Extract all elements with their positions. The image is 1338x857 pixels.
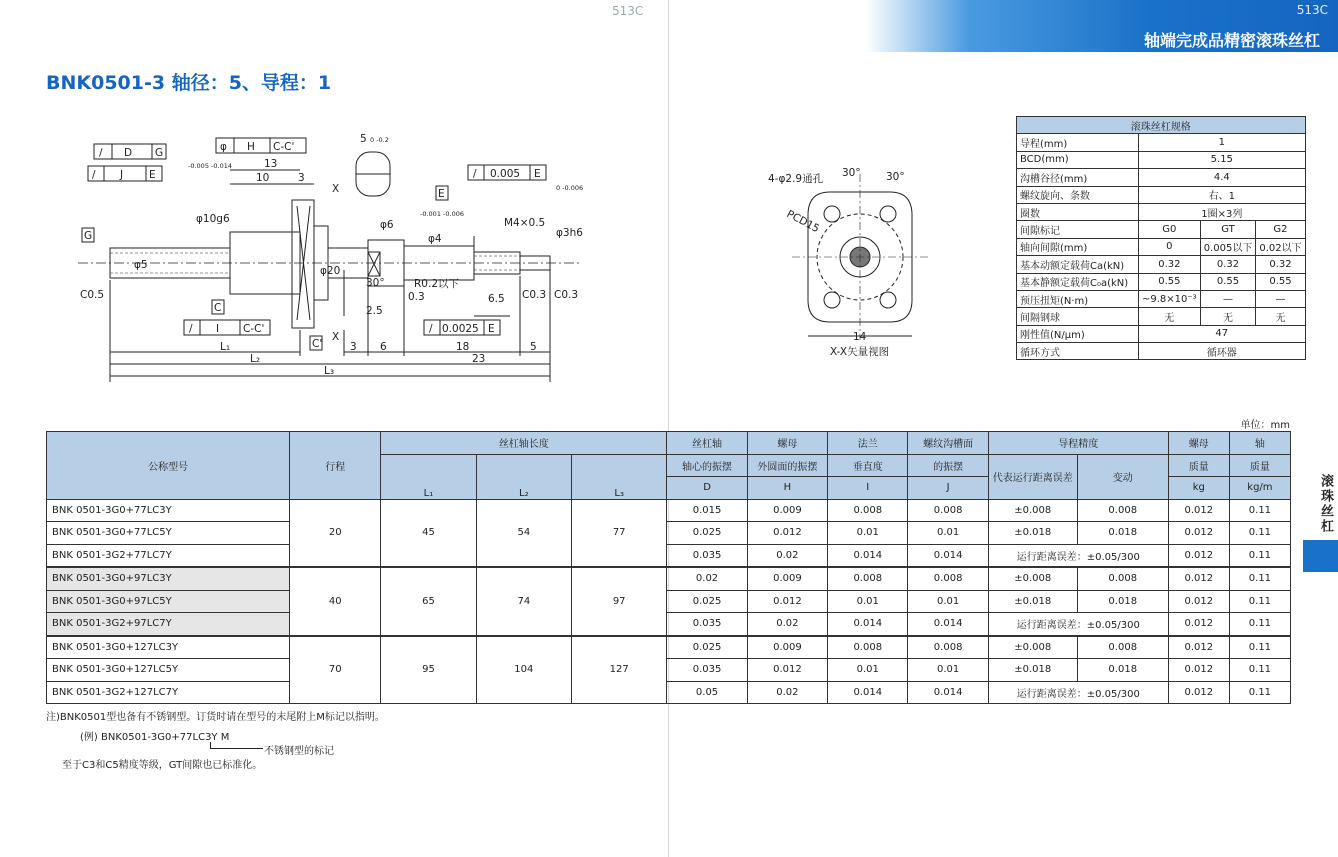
- gdt-g1: G: [155, 147, 164, 159]
- table-row: 螺纹旋向、条数 右、1: [1017, 186, 1306, 203]
- svg-text:/: /: [189, 323, 193, 335]
- dim-b6: 6: [380, 341, 387, 353]
- table-row: BNK 0501-3G0+97LC3Y 40 65 74 97 0.02 0.009 0.008 0.008 ±0.008 0.008 0.012 0.11: [47, 567, 1291, 590]
- tol-5: 0 -0.2: [370, 136, 389, 144]
- page-divider: [668, 0, 669, 857]
- dim-l3: L₃: [324, 365, 335, 377]
- gdt-cc2: C-C': [243, 323, 265, 335]
- gdt-cc1: C-C': [273, 141, 295, 153]
- dim-dia4: φ4: [428, 233, 442, 245]
- flange-width: 14: [853, 331, 867, 343]
- note-example-mark: 不锈钢型的标记: [264, 746, 334, 757]
- svg-text:/: /: [99, 147, 103, 159]
- table-row: 导程(mm) 1: [1017, 134, 1306, 151]
- datum-c: C: [214, 302, 222, 314]
- dim-b18: 18: [456, 341, 470, 353]
- gdt-0005: 0.005: [490, 168, 521, 180]
- datum-g: G: [84, 230, 93, 242]
- dim-dia3: φ3h6: [556, 227, 583, 239]
- dim-r02: R0.2以下: [414, 278, 459, 290]
- page-number-right: 513C: [1296, 3, 1328, 17]
- dim-b23: 23: [472, 353, 486, 365]
- gdt-i: I: [216, 323, 220, 335]
- table-row: BNK 0501-3G0+77LC5Y 0.025 0.012 0.01 0.01 ±0.018 0.018 0.012 0.11: [47, 522, 1291, 545]
- flange-view-label: X-X矢量视图: [830, 346, 890, 358]
- flange-view-drawing: [760, 160, 960, 360]
- header-title: 轴端完成品精密滚珠丝杠: [1143, 31, 1320, 50]
- gdt-e2: E: [534, 168, 541, 180]
- section-x2: X: [332, 331, 340, 343]
- note-1: 注)BNK0501型也备有不锈钢型。订货时请在型号的末尾附上M标记以指明。: [46, 712, 385, 723]
- side-tab-marker: [1303, 540, 1338, 572]
- spec-table: [1016, 116, 1306, 360]
- dim-10: 10: [256, 172, 270, 184]
- svg-text:φ: φ: [220, 141, 227, 153]
- col-lead: 导程精度: [988, 432, 1168, 455]
- tol-3: 0 -0.006: [556, 184, 584, 192]
- col-length: 丝杠轴长度: [381, 432, 667, 455]
- gdt-e1: E: [149, 169, 156, 181]
- flange-holes: 4-φ2.9通孔: [768, 173, 824, 185]
- col-stroke: 行程: [290, 432, 381, 500]
- svg-text:/: /: [429, 323, 433, 335]
- table-row: BNK 0501-3G0+127LC3Y 70 95 104 127 0.025 0.009 0.008 0.008 ±0.008 0.008 0.012 0.11: [47, 636, 1291, 659]
- gdt-e3: E: [488, 323, 495, 335]
- table-row: 基本静额定载荷C₀a(kN) 0.55 0.55 0.55: [1017, 273, 1306, 290]
- table-row: 刚性值(N/μm) 47: [1017, 325, 1306, 342]
- dim-65: 6.5: [488, 293, 505, 305]
- table-row: 沟槽谷径(mm) 4.4: [1017, 169, 1306, 186]
- dim-l2: L₂: [250, 353, 261, 365]
- gdt-h: H: [247, 141, 255, 153]
- table-row: BNK 0501-3G0+127LC5Y 0.035 0.012 0.01 0.01 ±0.018 0.018 0.012 0.11: [47, 659, 1291, 682]
- note-example: (例) BNK0501-3G0+77LC3Y M: [80, 732, 230, 743]
- dim-5: 5: [360, 133, 367, 145]
- flange-angle-a: 30°: [842, 167, 861, 179]
- spec-title: 滚珠丝杠规格: [1017, 117, 1306, 134]
- tol-4: -0.001 -0.006: [420, 210, 464, 218]
- svg-text:/: /: [473, 168, 477, 180]
- dimension-table: 公称型号 行程 丝杠轴长度 丝杠轴 螺母 法兰 螺纹沟槽面 导程精度 螺母 轴 L₁ L₂ L₃ 轴心的振摆 外圆面的振摆 垂直度 的振摆 代表运行距离误差 变动 质量 质量 D H I J kg kg/m BNK 0501-3G0+77LC3Y 20 45 54 77 0.015 0.009 0.008 0.008 ±0.008 0.008 0.012 0.11 BNK 0501-3G0+77LC5Y 0.025 0.012 0.01 0.01 ±0.018 0.018 0.012 0.11 BNK 0501-3G2+77LC7Y 0.035 0.02 0.014 0.014 运行距离误差：±0.05/300 0.012 0.11 BNK 0501-3G0+97LC3Y 40 65 74 97 0.02 0.009 0.008 0.008 ±0.008 0.008 0.012 0.11 BNK 0501-3G0+97LC5Y 0.025 0.012 0.01 0.01 ±0.018 0.018 0.012 0.11 BNK 0501-3G2+97LC7Y 0.035 0.02 0.014 0.014 运行距离误差：±0.05/300 0.012 0.11 BNK 0501-3G0+127LC3Y 70 95 104 127 0.025 0.009 0.008 0.008 ±0.008 0.008 0.012 0.11 BNK 0501-3G0+127LC5Y 0.035 0.012 0.01 0.01 ±0.018 0.018 0.012 0.11 BNK 0501-3G2+127LC7Y 0.05 0.02 0.014 0.014 运行距离误差：±0.05/300 0.012 0.11: [46, 431, 1291, 704]
- dim-dia10: φ10g6: [196, 213, 230, 225]
- dim-13: 13: [264, 158, 278, 170]
- dim-c03a: C0.3: [522, 289, 547, 301]
- tol-10: -0.005 -0.014: [188, 162, 232, 170]
- dim-l1: L₁: [220, 341, 231, 353]
- table-row: 循环方式 循环器: [1017, 343, 1306, 360]
- gdt-00025: 0.0025: [442, 323, 479, 335]
- col-model: 公称型号: [47, 432, 290, 500]
- unit-label: 单位：mm: [1240, 420, 1290, 431]
- dim-3a: 3: [298, 172, 305, 184]
- dim-dia20: φ20: [320, 265, 341, 277]
- table-row: 轴向间隙(mm) 0 0.005以下 0.02以下: [1017, 238, 1306, 255]
- example-leader: [210, 742, 263, 749]
- table-row: BNK 0501-3G0+77LC3Y 20 45 54 77 0.015 0.009 0.008 0.008 ±0.008 0.008 0.012 0.11: [47, 499, 1291, 522]
- table-row: BNK 0501-3G2+127LC7Y 0.05 0.02 0.014 0.014 运行距离误差：±0.05/300 0.012 0.11: [47, 681, 1291, 704]
- note-2: 至于C3和C5精度等级，GT间隙也已标准化。: [62, 760, 263, 771]
- dim-dia5: φ5: [134, 259, 148, 271]
- product-title: BNK0501-3 轴径：5、导程：1: [46, 72, 332, 94]
- dim-03: 0.3: [408, 291, 425, 303]
- gdt-j: J: [120, 169, 124, 181]
- table-row: 基本动额定载荷Ca(kN) 0.32 0.32 0.32: [1017, 256, 1306, 273]
- table-row: BNK 0501-3G0+97LC5Y 0.025 0.012 0.01 0.01 ±0.018 0.018 0.012 0.11: [47, 590, 1291, 613]
- dim-b5: 5: [530, 341, 537, 353]
- table-row: 间隙标记 G0 GT G2: [1017, 221, 1306, 238]
- flange-angle-b: 30°: [886, 171, 905, 183]
- dim-dia6: φ6: [380, 219, 394, 231]
- table-row: 预压扭矩(N·m) ~9.8×10⁻³ — —: [1017, 290, 1306, 307]
- table-row: BNK 0501-3G2+97LC7Y 0.035 0.02 0.014 0.014 运行距离误差：±0.05/300 0.012 0.11: [47, 613, 1291, 636]
- svg-text:/: /: [92, 169, 96, 181]
- datum-e: E: [438, 188, 445, 200]
- dim-30deg: 30°: [366, 277, 385, 289]
- dim-c03b: C0.3: [554, 289, 579, 301]
- side-tab-label: 滚珠丝杠: [1318, 474, 1333, 534]
- table-row: BNK 0501-3G2+77LC7Y 0.035 0.02 0.014 0.014 运行距离误差：±0.05/300 0.012 0.11: [47, 544, 1291, 567]
- gdt-d: D: [124, 147, 133, 159]
- datum-cp: C': [312, 338, 323, 350]
- dim-m4: M4×0.5: [504, 217, 546, 229]
- flange-pcd: PCD15: [784, 208, 822, 236]
- table-row: 圈数 1圈×3列: [1017, 203, 1306, 220]
- dim-b3: 3: [350, 341, 357, 353]
- page-number-left: 513C: [612, 4, 644, 18]
- side-view-drawing: [70, 120, 590, 390]
- dim-25: 2.5: [366, 305, 383, 317]
- table-row: 间隔钢球 无 无 无: [1017, 308, 1306, 325]
- section-x1: X: [332, 183, 340, 195]
- header-banner: [865, 0, 1338, 52]
- dim-c05: C0.5: [80, 289, 105, 301]
- table-row: BCD(mm) 5.15: [1017, 151, 1306, 168]
